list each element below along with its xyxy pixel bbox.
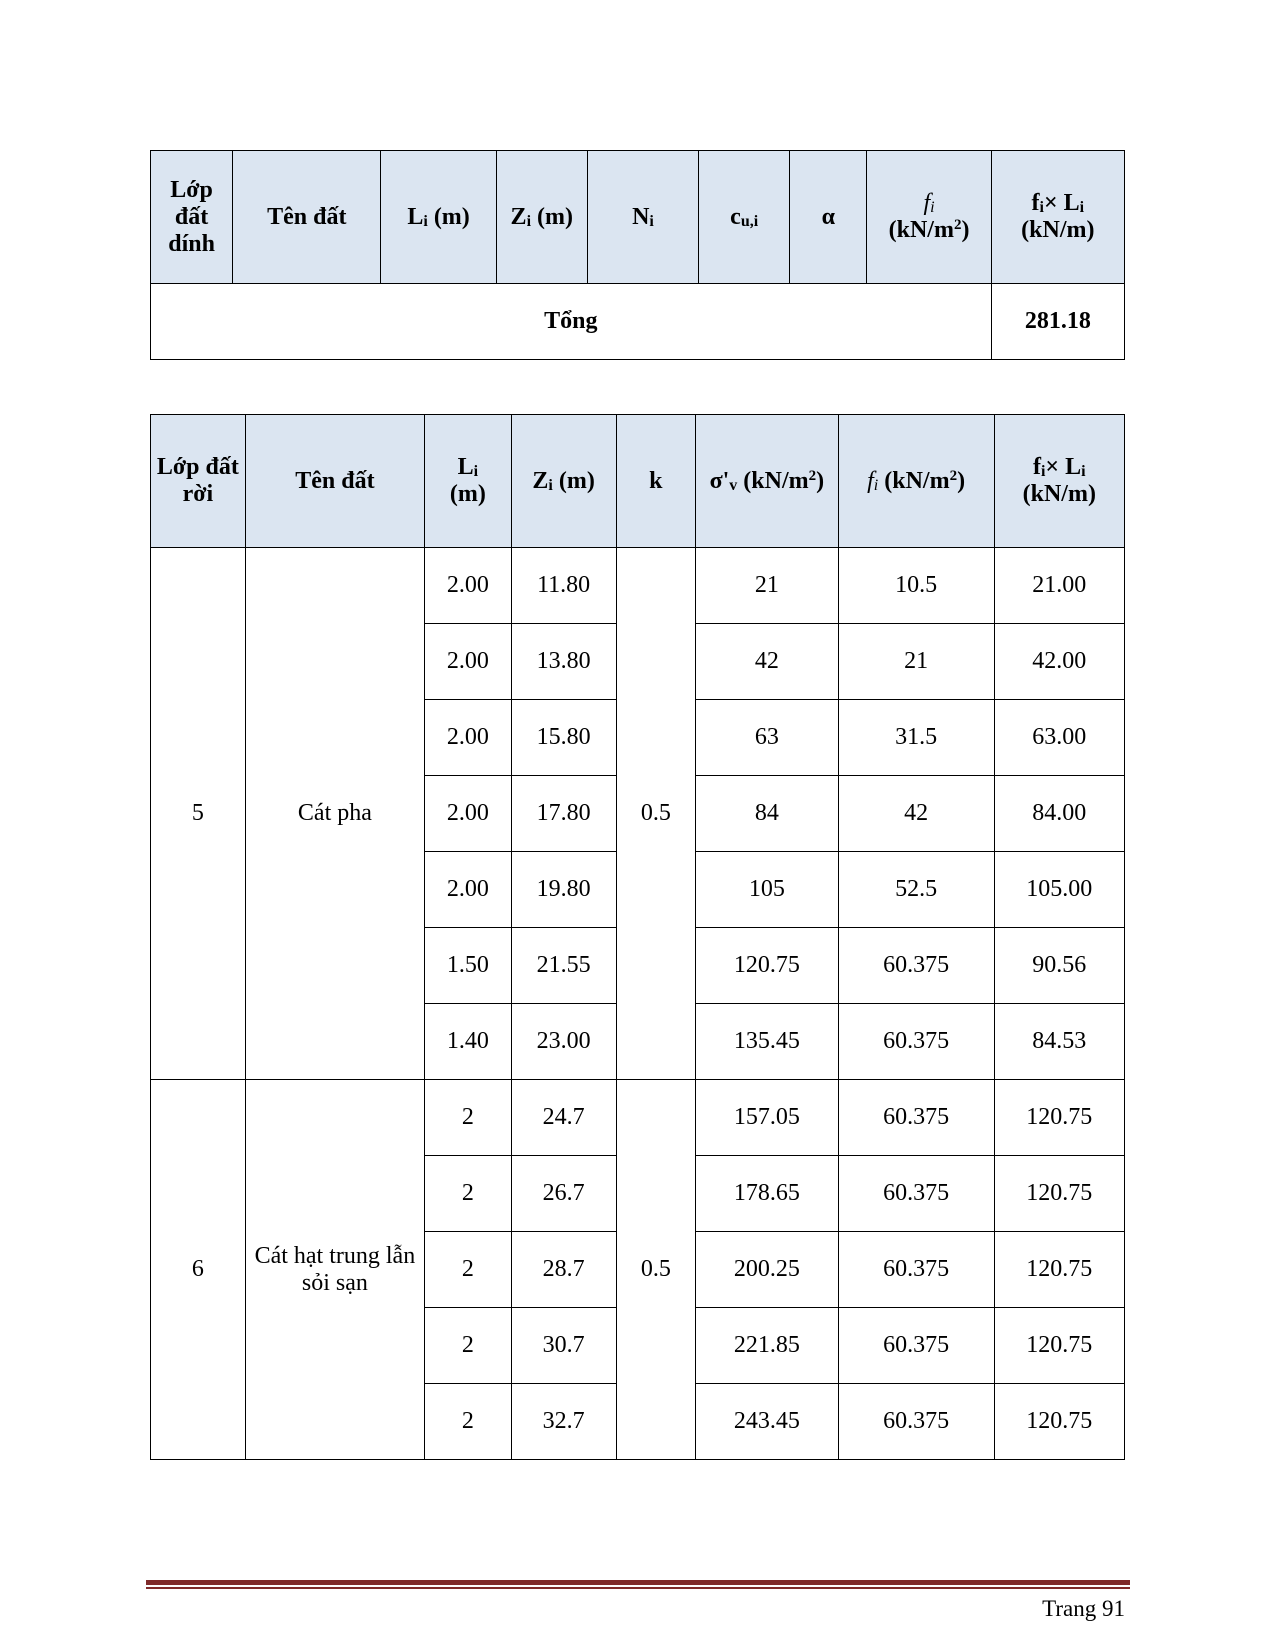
table-row	[151, 1080, 1125, 1156]
li-cell: 2.00	[425, 776, 512, 852]
li-cell: 1.40	[425, 1004, 512, 1080]
k-cell: 0.5	[616, 1080, 695, 1460]
sigma-cell: 105	[696, 852, 839, 928]
fi-li-cell: 120.75	[994, 1232, 1124, 1308]
li-cell: 2.00	[425, 548, 512, 624]
zi-cell: 24.7	[511, 1080, 616, 1156]
table-header-row	[151, 151, 1125, 284]
li-cell: 2.00	[425, 700, 512, 776]
li-cell: 2	[425, 1232, 512, 1308]
header-sigma: $\sigma'_v$ $(kN/m^2)$	[696, 415, 839, 548]
fi-li-cell: 21.00	[994, 548, 1124, 624]
fi-cell: 60.375	[838, 1232, 994, 1308]
header-li: $L_i$ (m)	[381, 151, 496, 284]
li-cell: 2	[425, 1156, 512, 1232]
total-label: Tổng	[151, 284, 992, 360]
k-cell: 0.5	[616, 548, 695, 1080]
fi-cell: 31.5	[838, 700, 994, 776]
zi-cell: 21.55	[511, 928, 616, 1004]
header-fi-li: $f_i\times L_i$ (kN/m)	[991, 151, 1124, 284]
header-layer: Lớp đất rời	[151, 415, 246, 548]
sigma-cell: 84	[696, 776, 839, 852]
fi-cell: 60.375	[838, 1004, 994, 1080]
li-cell: 2	[425, 1080, 512, 1156]
fi-cell: 21	[838, 624, 994, 700]
fi-li-cell: 120.75	[994, 1308, 1124, 1384]
fi-cell: 60.375	[838, 928, 994, 1004]
header-zi: $Z_i$ (m)	[511, 415, 616, 548]
layer-number-cell: 5	[151, 548, 246, 1080]
sigma-cell: 200.25	[696, 1232, 839, 1308]
sigma-cell: 63	[696, 700, 839, 776]
li-cell: 2	[425, 1384, 512, 1460]
fi-li-cell: 120.75	[994, 1156, 1124, 1232]
table-header-row	[151, 415, 1125, 548]
header-fi: $f_i$ $(kN/m^2)$	[867, 151, 991, 284]
zi-cell: 32.7	[511, 1384, 616, 1460]
header-zi: $Z_i$ (m)	[496, 151, 587, 284]
zi-cell: 11.80	[511, 548, 616, 624]
header-fi: $f_i$ $(kN/m^2)$	[838, 415, 994, 548]
fi-cell: 60.375	[838, 1384, 994, 1460]
header-layer: Lớp đất dính	[151, 151, 233, 284]
fi-cell: 10.5	[838, 548, 994, 624]
granular-soil-table	[150, 414, 1125, 1460]
li-cell: 2.00	[425, 852, 512, 928]
sigma-cell: 135.45	[696, 1004, 839, 1080]
li-cell: 1.50	[425, 928, 512, 1004]
soil-name-cell: Cát hạt trung lẫn sỏi sạn	[245, 1080, 424, 1460]
header-soil-name: Tên đất	[245, 415, 424, 548]
table-body	[151, 548, 1125, 1460]
fi-cell: 42	[838, 776, 994, 852]
sigma-cell: 157.05	[696, 1080, 839, 1156]
li-cell: 2	[425, 1308, 512, 1384]
header-cu: $c_{u,i}$	[699, 151, 790, 284]
sigma-cell: 120.75	[696, 928, 839, 1004]
total-row	[151, 284, 1125, 360]
cohesive-soil-table	[150, 150, 1125, 360]
page-number: Trang 91	[1042, 1596, 1125, 1621]
fi-li-cell: 42.00	[994, 624, 1124, 700]
zi-cell: 23.00	[511, 1004, 616, 1080]
total-value: 281.18	[991, 284, 1124, 360]
header-fi-li: $f_i\times L_i$ (kN/m)	[994, 415, 1124, 548]
li-cell: 2.00	[425, 624, 512, 700]
fi-li-cell: 84.53	[994, 1004, 1124, 1080]
fi-cell: 60.375	[838, 1156, 994, 1232]
sigma-cell: 221.85	[696, 1308, 839, 1384]
fi-li-cell: 120.75	[994, 1384, 1124, 1460]
zi-cell: 30.7	[511, 1308, 616, 1384]
zi-cell: 19.80	[511, 852, 616, 928]
sigma-cell: 243.45	[696, 1384, 839, 1460]
sigma-cell: 42	[696, 624, 839, 700]
header-k: k	[616, 415, 695, 548]
zi-cell: 28.7	[511, 1232, 616, 1308]
zi-cell: 17.80	[511, 776, 616, 852]
sigma-cell: 21	[696, 548, 839, 624]
footer-divider	[146, 1580, 1130, 1585]
zi-cell: 26.7	[511, 1156, 616, 1232]
fi-cell: 60.375	[838, 1080, 994, 1156]
fi-cell: 60.375	[838, 1308, 994, 1384]
table-row	[151, 548, 1125, 624]
header-alpha: α	[790, 151, 867, 284]
sigma-cell: 178.65	[696, 1156, 839, 1232]
fi-li-cell: 90.56	[994, 928, 1124, 1004]
header-li: $L_i$ (m)	[425, 415, 512, 548]
zi-cell: 13.80	[511, 624, 616, 700]
header-soil-name: Tên đất	[233, 151, 381, 284]
footer-divider-thin	[146, 1587, 1130, 1589]
fi-li-cell: 105.00	[994, 852, 1124, 928]
fi-li-cell: 120.75	[994, 1080, 1124, 1156]
fi-li-cell: 63.00	[994, 700, 1124, 776]
soil-name-cell: Cát pha	[245, 548, 424, 1080]
header-ni: $N_i$	[587, 151, 698, 284]
fi-li-cell: 84.00	[994, 776, 1124, 852]
layer-number-cell: 6	[151, 1080, 246, 1460]
fi-cell: 52.5	[838, 852, 994, 928]
zi-cell: 15.80	[511, 700, 616, 776]
